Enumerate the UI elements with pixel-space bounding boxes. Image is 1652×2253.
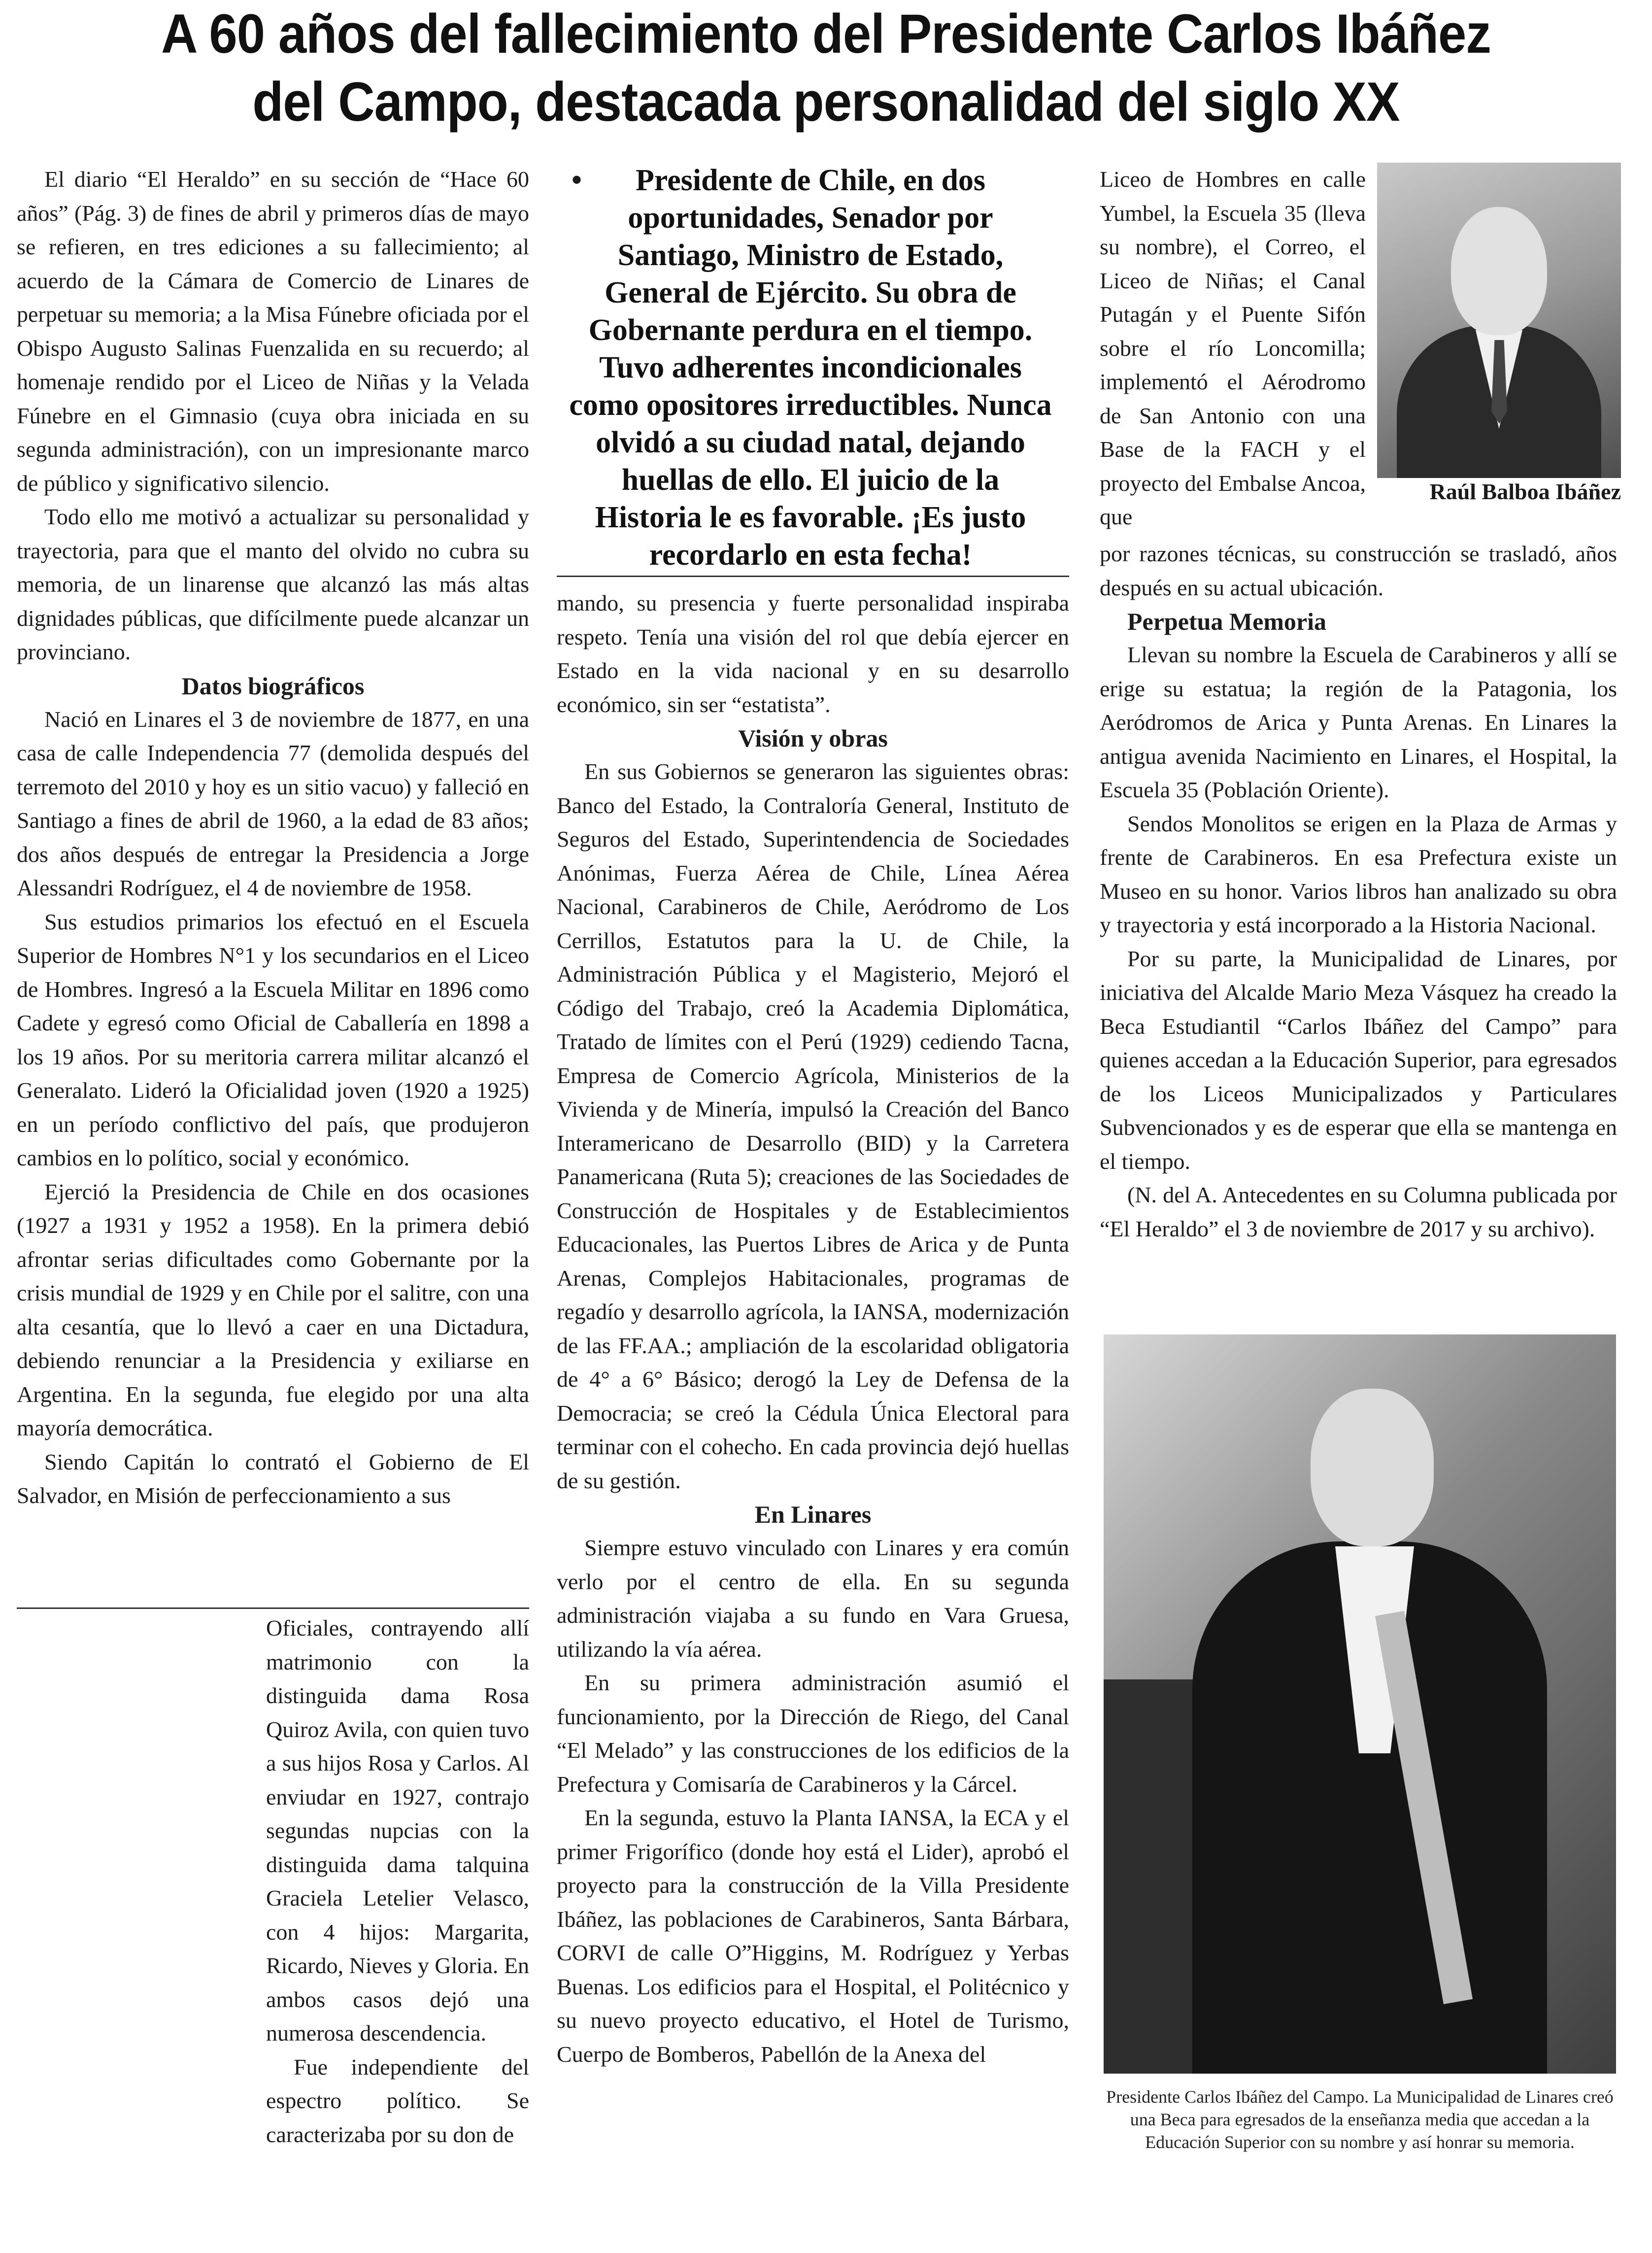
paragraph: Fue independiente del espectro político. Se caracterizaba por su don de — [266, 2054, 529, 2147]
headline-line-1: A 60 años del fallecimiento del Presidente Carlos Ibáñez — [161, 3, 1491, 65]
paragraph: por razones técnicas, su construcción se trasladó, años después en su actual ubicación. — [1100, 541, 1617, 600]
paragraph: Todo ello me motivó a actualizar su personalidad y trayectoria, para que el manto del olvido no cubra su memoria, de un linarense que alcanzó las más altas dignidades públicas, que difícilmente puede alcanzar un provinciano. — [17, 504, 529, 664]
paragraph: En la segunda, estuvo la Planta IANSA, la ECA y el primer Frigorífico (donde hoy está el Lider), aprobó el proyecto para la construcción de la Villa Presidente Ibáñez, las poblaciones de Carabineros, Santa Bárbara, CORVI de calle O”Higgins, M. Rodríguez y Yerbas Buenas. Los edificios para el Hospital, el Politécnico y su nuevo proyecto educativo, el Hotel de Turismo, Cuerpo de Bomberos, Pabellón de la Anexa del — [557, 1805, 1069, 2067]
president-photo — [1104, 1334, 1616, 2074]
section-heading-perpetua: Perpetua Memoria — [1127, 608, 1327, 635]
paragraph: Sus estudios primarios los efectuó en el Escuela Superior de Hombres N°1 y los secundarios en el Liceo de Hombres. Ingresó a la Escuela Militar en 1896 como Cadete y egresó como Oficial de Caballería en 1898 a los 19 años. Por su meritoria carrera militar alcanzó el Generalato. Lideró la Oficialidad joven (1920 a 1925) en un período conflictivo del país, que produjeron cambios en lo político, social y económico. — [17, 909, 529, 1170]
column-3 — [1100, 537, 1617, 1246]
paragraph: Liceo de Hombres en calle Yumbel, la Escuela 35 (lleva su nombre), el Correo, el Liceo de Niñas; el Canal Putagán y el Puente Sifón sobre el río Loncomilla; implementó el Aérodromo de San Antonio con una Base de la FACH y el proyecto del Embalse Ancoa, que — [1100, 167, 1366, 529]
column-1 — [17, 163, 529, 1513]
author-photo — [1377, 163, 1621, 478]
paragraph: En su primera administración asumió el funcionamiento, por la Dirección de Riego, del Canal “El Melado” y las construcciones de los edificios de la Prefectura y Comisaría de Carabineros y la Cárcel. — [557, 1670, 1069, 1797]
column-3-upper — [1100, 163, 1366, 534]
paragraph: En sus Gobiernos se generaron las siguientes obras: Banco del Estado, la Contraloría General, Instituto de Seguros del Estado, Superintendencia de Sociedades Anónimas, Fuerza Aérea de Chile, Línea Aérea Nacional, Carabineros de Chile, Aeródromo de Los Cerrillos, Estatutos para la U. de Chile, la Administración Pública y el Magisterio, Mejoró el Código del Trabajo, creó la Academia Diplomática, Tratado de límites con el Perú (1929) cediendo Tacna, Empresa de Comercio Agrícola, Ministerios de la Vivienda y de Minería, impulsó la Creación del Banco Interamericano de Desarrollo (BID) y la Carretera Panamericana (Ruta 5); creaciones de las Sociedades de Construcción de Hospitales y de Establecimientos Educacionales, las Puertos Libres de Arica y de Punta Arenas, Complejos Habitacionales, programas de regadío y desarrollo agrícola, la IANSA, modernización de las FF.AA.; ampliación de la escolaridad obligatoria de 4° a 6° Básico; derogó la Ley de Defensa de la Democracia; se creó la Cédula Única Electoral para terminar con el cohecho. En cada provincia dejó huellas de su gestión. — [557, 759, 1069, 1493]
headline — [93, 0, 1558, 148]
lead-summary: Presidente de Chile, en dos oportunidades, Senador por Santiago, Ministro de Estado, General de Ejército. Su obra de Gobernante perdura en el tiempo. Tuvo adherentes incondicionales como opositores irreductibles. Nunca olvidó a su ciudad natal, dejando huellas de ello. El juicio de la Historia le es favorable. ¡Es justo recordarlo en esta fecha! — [569, 164, 1052, 572]
section-heading-linares: En Linares — [754, 1501, 872, 1528]
column-1-lower — [266, 1611, 529, 2151]
author-caption: Raúl Balboa Ibáñez — [1429, 479, 1621, 504]
paragraph: El diario “El Heraldo” en su sección de “Hace 60 años” (Pág. 3) de fines de abril y primeros días de mayo se refieren, en tres ediciones a su fallecimiento; al acuerdo de la Cámara de Comercio de Linares de perpetuar su memoria; a la Misa Fúnebre oficiada por el Obispo Augusto Salinas Fuenzalida en su recuerdo; al homenaje rendido por el Liceo de Niñas y la Velada Fúnebre en el Gimnasio (cuya obra iniciada en su segunda administración), con un impresionante marco de público y significativo silencio. — [17, 167, 529, 496]
paragraph: Llevan su nombre la Escuela de Carabineros y allí se erige su estatua; la región de la Patagonia, los Aeródromos de Arica y Punta Arenas. En Linares la antigua avenida Nacimiento en Linares, el Hospital, la Escuela 35 (Población Oriente). — [1100, 642, 1617, 802]
paragraph: Ejerció la Presidencia de Chile en dos ocasiones (1927 a 1931 y 1952 a 1958). En la primera debió afrontar serias dificultades como Gobernante por la crisis mundial de 1929 y en Chile por el salitre, con una alta cesantía, que lo llevó a caer en una Dictadura, debiendo renunciar a la Presidencia y exiliarse en Argentina. En la segunda, fue elegido por una alta mayoría democrática. — [17, 1179, 529, 1440]
photo-caption: Presidente Carlos Ibáñez del Campo. La Municipalidad de Linares creó una Beca para egresados de la enseñanza media que accedan a la Educación Superior con su nombre y así honrar su memoria. — [1106, 2087, 1614, 2152]
paragraph: Por su parte, la Municipalidad de Linares, por iniciativa del Alcalde Mario Meza Vásquez ha creado la Beca Estudiantil “Carlos Ibáñez del Campo” para quienes accedan a la Educación Superior, para egresados de los Liceos Municipalizados y Particulares Subvencionados y es de esperar que ella se mantenga en el tiempo. — [1100, 946, 1617, 1174]
paragraph: (N. del A. Antecedentes en su Columna publicada por “El Heraldo” el 3 de noviembre de 2017 y su archivo). — [1100, 1182, 1617, 1241]
column-2 — [557, 586, 1069, 2071]
paragraph: Siendo Capitán lo contrató el Gobierno de El Salvador, en Misión de perfeccionamiento a sus — [17, 1449, 529, 1508]
paragraph: Nació en Linares el 3 de noviembre de 1877, en una casa de calle Independencia 77 (demolida después del terremoto del 2010 y hoy es un sitio vacuo) y falleció en Santiago a fines de abril de 1960, a la edad de 83 años; dos años después de entregar la Presidencia a Jorge Alessandri Rodríguez, el 4 de noviembre de 1958. — [17, 706, 529, 900]
paragraph: Sendos Monolitos se erigen en la Plaza de Armas y frente de Carabineros. En esa Prefectura existe un Museo en su honor. Varios libros han analizado su obra y trayectoria y está incorporado a la Historia Nacional. — [1100, 811, 1617, 937]
column-rule — [17, 1607, 529, 1609]
paragraph: Oficiales, contrayendo allí matrimonio con la distinguida dama Rosa Quiroz Avila, con quien tuvo a sus hijos Rosa y Carlos. Al enviudar en 1927, contrajo segundas nupcias con la distinguida dama talquina Graciela Letelier Velasco, con 4 hijos: Margarita, Ricardo, Nieves y Gloria. En ambos casos dejó una numerosa descendencia. — [266, 1615, 529, 2046]
paragraph: Siempre estuvo vinculado con Linares y era común verlo por el centro de ella. En su segunda administración viajaba a su fundo en Vara Gruesa, utilizando la vía aérea. — [557, 1535, 1069, 1662]
headline-line-2: del Campo, destacada personalidad del siglo XX — [252, 71, 1400, 133]
lead-rule — [557, 576, 1069, 577]
paragraph: mando, su presencia y fuerte personalidad inspiraba respeto. Tenía una visión del rol que debía ejercer en Estado en la vida nacional y en su desarrollo económico, sin ser “estatista”. — [557, 590, 1069, 717]
section-heading-datos: Datos biográficos — [181, 672, 365, 700]
bullet-icon: • — [572, 163, 582, 196]
section-heading-vision: Visión y obras — [738, 724, 888, 752]
